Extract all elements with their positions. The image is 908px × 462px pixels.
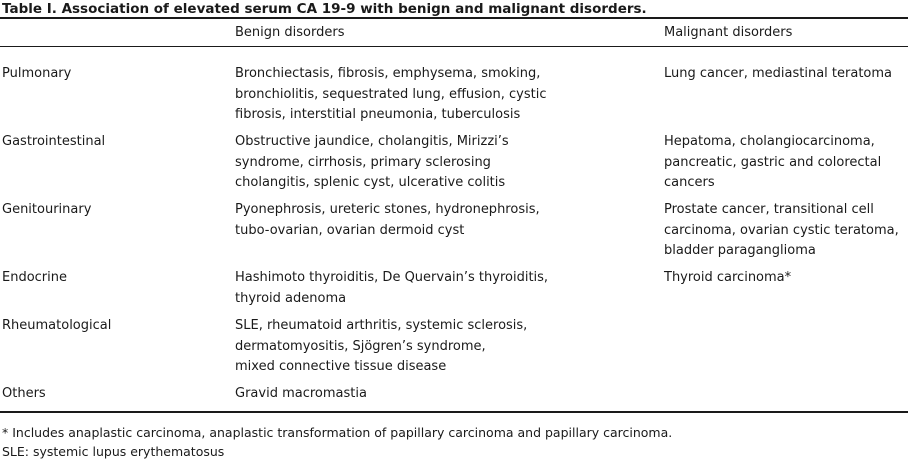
table-bottom-rule <box>0 411 908 413</box>
header-benign-disorders: Benign disorders <box>235 25 345 40</box>
category-label: Others <box>2 386 46 401</box>
category-label: Genitourinary <box>2 202 92 217</box>
benign-cell <box>235 200 655 241</box>
malignant-text-line: carcinoma, ovarian cystic teratoma, <box>664 222 899 238</box>
benign-cell <box>235 64 655 126</box>
benign-text-line: cholangitis, splenic cyst, ulcerative colitis <box>235 175 506 190</box>
malignant-text-line: Prostate cancer, transitional cell <box>664 202 874 217</box>
benign-text-line: syndrome, cirrhosis, primary sclerosing <box>235 154 491 170</box>
benign-cell <box>235 316 655 378</box>
category-cell <box>2 316 222 337</box>
category-cell <box>2 132 222 153</box>
header-rule <box>0 46 908 47</box>
benign-text-line: Bronchiectasis, fibrosis, emphysema, smoking, <box>235 66 541 81</box>
benign-text-line: SLE, rheumatoid arthritis, systemic sclerosis, <box>235 318 528 333</box>
benign-cell <box>235 268 655 309</box>
malignant-cell <box>664 200 908 262</box>
malignant-text-line: bladder paraganglioma <box>664 243 816 258</box>
category-cell <box>2 268 222 289</box>
malignant-cell <box>664 268 908 289</box>
category-label: Gastrointestinal <box>2 134 106 149</box>
malignant-text-line: Thyroid carcinoma* <box>664 270 792 285</box>
benign-text-line: mixed connective tissue disease <box>235 359 447 374</box>
benign-text-line: Pyonephrosis, ureteric stones, hydronephrosis, <box>235 202 540 217</box>
malignant-text-line: Hepatoma, cholangiocarcinoma, <box>664 134 875 149</box>
category-cell <box>2 64 222 85</box>
category-cell <box>2 200 222 221</box>
benign-text-line: tubo-ovarian, ovarian dermoid cyst <box>235 222 465 238</box>
malignant-text-line: pancreatic, gastric and colorectal <box>664 154 882 170</box>
category-cell <box>2 384 222 405</box>
benign-text-line: bronchiolitis, sequestrated lung, effusion, cystic <box>235 86 547 102</box>
benign-text-line: dermatomyositis, Sjögren’s syndrome, <box>235 338 486 354</box>
category-label: Endocrine <box>2 270 67 285</box>
benign-cell <box>235 132 655 194</box>
malignant-text-line: cancers <box>664 175 715 190</box>
header-malignant-disorders: Malignant disorders <box>664 25 793 40</box>
malignant-cell <box>664 64 908 85</box>
benign-text-line: Obstructive jaundice, cholangitis, Mirizzi’s <box>235 134 509 149</box>
benign-cell <box>235 384 655 405</box>
benign-text-line: fibrosis, interstitial pneumonia, tuberculosis <box>235 107 521 122</box>
benign-text-line: thyroid adenoma <box>235 290 347 306</box>
category-label: Rheumatological <box>2 318 112 333</box>
table-caption: Table I. Association of elevated serum CA 19-9 with benign and malignant disorders. <box>2 1 647 17</box>
footnote-sle: SLE: systemic lupus erythematosus <box>2 444 225 459</box>
category-label: Pulmonary <box>2 66 72 81</box>
malignant-text-line: Lung cancer, mediastinal teratoma <box>664 66 892 81</box>
footnote-asterisk: * Includes anaplastic carcinoma, anaplastic transformation of papillary carcinoma and papillary carcinoma. <box>2 425 673 440</box>
malignant-cell <box>664 132 908 194</box>
table-top-rule <box>0 17 908 19</box>
benign-text-line: Gravid macromastia <box>235 386 367 401</box>
benign-text-line: Hashimoto thyroiditis, De Quervain’s thyroiditis, <box>235 270 549 285</box>
